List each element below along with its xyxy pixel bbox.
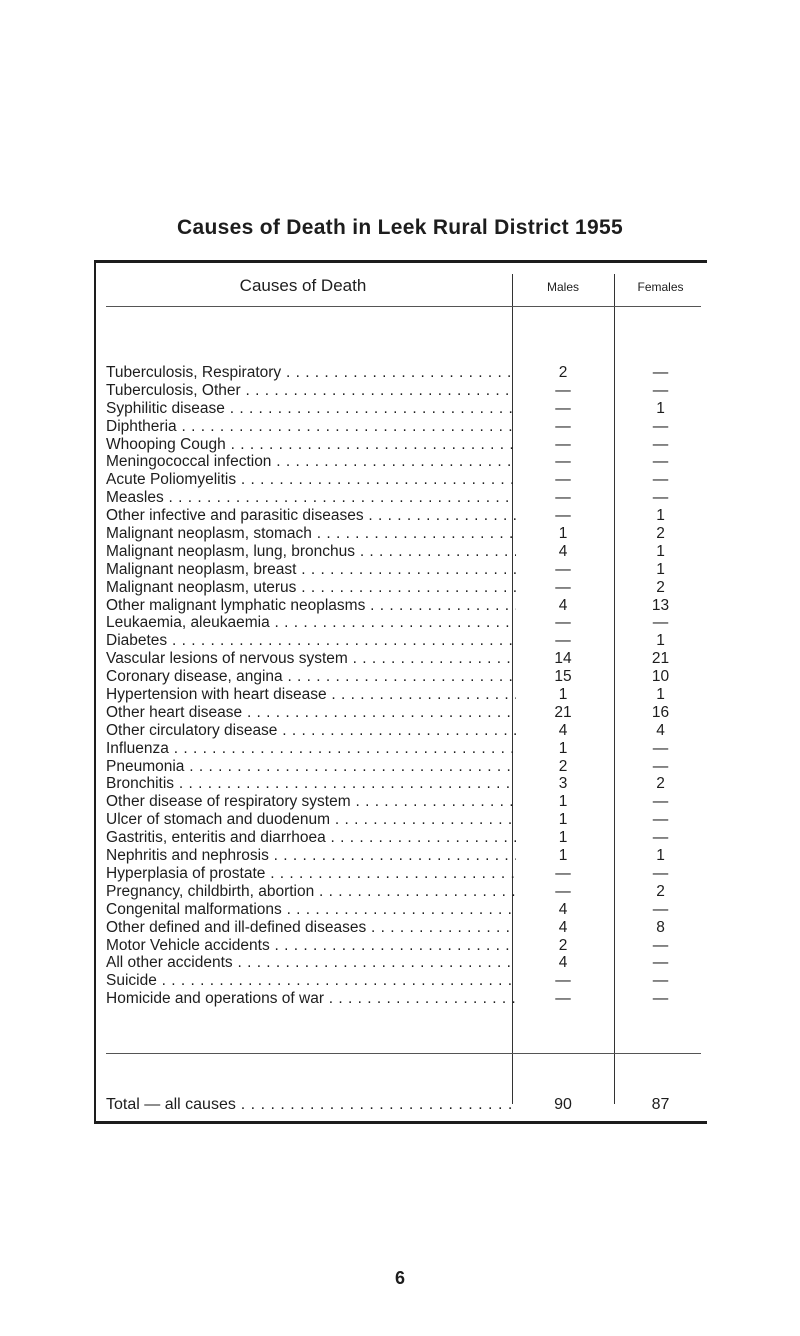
table-row xyxy=(94,597,707,615)
males-cell: — xyxy=(555,560,571,578)
males-cell: — xyxy=(555,471,571,489)
table-body xyxy=(94,364,707,1008)
males-cell: 1 xyxy=(558,686,568,704)
males-cell: — xyxy=(555,507,571,525)
females-cell: — xyxy=(652,793,669,811)
females-cell: 13 xyxy=(651,596,670,614)
females-cell: 1 xyxy=(656,560,665,578)
table-row xyxy=(94,382,707,400)
table-row xyxy=(94,793,707,811)
table-row xyxy=(94,740,707,758)
males-cell: 4 xyxy=(558,918,568,936)
males-cell: — xyxy=(555,381,571,399)
cause-cell: Meningococcal infection . . . xyxy=(106,453,516,471)
cause-cell: Influenza . . . xyxy=(106,740,516,758)
males-cell: — xyxy=(555,990,571,1008)
females-cell: — xyxy=(652,364,669,381)
table-row xyxy=(94,418,707,436)
females-cell: 21 xyxy=(651,650,670,668)
males-cell: 2 xyxy=(558,757,568,775)
males-cell: — xyxy=(555,972,571,990)
cause-cell: Pneumonia . . . xyxy=(106,758,516,776)
females-cell: — xyxy=(652,739,669,757)
table-row xyxy=(94,471,707,489)
males-cell: — xyxy=(555,399,571,417)
table-row xyxy=(94,364,707,382)
males-cell: — xyxy=(555,453,571,471)
table-row xyxy=(94,901,707,919)
table-row xyxy=(94,650,707,668)
females-cell: — xyxy=(652,489,669,507)
table-row xyxy=(94,811,707,829)
column-header-males: Males xyxy=(546,280,579,294)
males-cell: 1 xyxy=(558,793,568,811)
males-cell: 1 xyxy=(558,811,568,829)
total-males: 90 xyxy=(554,1096,572,1113)
cause-cell: Diphtheria . . . xyxy=(106,418,516,436)
males-cell: 1 xyxy=(558,829,568,847)
cause-cell: Acute Poliomyelitis . . . xyxy=(106,471,516,489)
females-cell: 1 xyxy=(656,632,665,650)
causes-of-death-table xyxy=(94,260,707,1124)
cause-cell: Suicide . . . xyxy=(106,972,516,990)
cause-cell: Other circulatory disease . . . xyxy=(106,722,516,740)
cause-cell: All other accidents . . . xyxy=(106,954,516,972)
table-row xyxy=(94,972,707,990)
cause-cell: Malignant neoplasm, uterus . . . xyxy=(106,579,516,597)
cause-cell: Congenital malformations . . . xyxy=(106,901,516,919)
males-cell: 4 xyxy=(558,542,568,560)
females-cell: 1 xyxy=(656,847,665,865)
males-cell: 14 xyxy=(554,650,572,668)
table-row xyxy=(94,489,707,507)
males-cell: — xyxy=(555,632,571,650)
males-cell: — xyxy=(555,882,571,900)
males-cell: — xyxy=(555,489,571,507)
table-row xyxy=(94,632,707,650)
females-cell: — xyxy=(652,936,669,954)
females-cell: 1 xyxy=(656,399,665,417)
table-row xyxy=(94,436,707,454)
females-cell: — xyxy=(652,954,669,972)
females-cell: 16 xyxy=(651,703,670,721)
cause-cell: Measles . . . xyxy=(106,489,516,507)
header-divider xyxy=(106,306,701,307)
table-row xyxy=(94,865,707,883)
females-cell: — xyxy=(652,453,669,471)
table-row xyxy=(94,704,707,722)
females-cell: — xyxy=(652,757,669,775)
table-row xyxy=(94,400,707,418)
table-row xyxy=(94,919,707,937)
males-cell: 15 xyxy=(554,668,572,686)
column-header-females: Females xyxy=(637,280,684,294)
females-cell: — xyxy=(652,381,669,399)
table-row xyxy=(94,775,707,793)
table-row xyxy=(94,937,707,955)
table-row xyxy=(94,954,707,972)
females-cell: 2 xyxy=(656,525,665,543)
males-cell: 1 xyxy=(558,847,568,865)
females-cell: — xyxy=(652,417,669,435)
table-row xyxy=(94,561,707,579)
table-top-rule xyxy=(94,260,707,263)
cause-cell: Diabetes . . . xyxy=(106,632,516,650)
cause-cell: Homicide and operations of war . . . xyxy=(106,990,516,1008)
table-row xyxy=(94,990,707,1008)
table-row xyxy=(94,614,707,632)
males-cell: 4 xyxy=(558,954,568,972)
cause-cell: Ulcer of stomach and duodenum . . . xyxy=(106,811,516,829)
females-cell: — xyxy=(652,829,669,847)
table-bottom-rule xyxy=(94,1121,707,1124)
table-row xyxy=(94,453,707,471)
females-cell: — xyxy=(652,990,669,1008)
cause-cell: Bronchitis . . . xyxy=(106,775,516,793)
males-cell: 4 xyxy=(558,900,568,918)
table-row xyxy=(94,829,707,847)
females-cell: — xyxy=(652,811,669,829)
cause-cell: Hypertension with heart disease . . . xyxy=(106,686,516,704)
cause-cell: Malignant neoplasm, breast . . . xyxy=(106,561,516,579)
females-cell: 1 xyxy=(656,507,665,525)
table-row xyxy=(94,543,707,561)
males-cell: 4 xyxy=(558,596,568,614)
table-row xyxy=(94,525,707,543)
page-title: Causes of Death in Leek Rural District 1955 xyxy=(177,216,623,239)
males-cell: — xyxy=(555,435,571,453)
cause-cell: Hyperplasia of prostate . . . xyxy=(106,865,516,883)
females-cell: — xyxy=(652,435,669,453)
table-row xyxy=(94,686,707,704)
males-cell: 2 xyxy=(558,936,568,954)
cause-cell: Tuberculosis, Respiratory . . . xyxy=(106,364,516,382)
males-cell: — xyxy=(555,417,571,435)
cause-cell: Gastritis, enteritis and diarrhoea . . . xyxy=(106,829,516,847)
cause-cell: Other disease of respiratory system . . . xyxy=(106,793,516,811)
cause-cell: Other infective and parasitic diseases . . . xyxy=(106,507,516,525)
cause-cell: Other defined and ill-defined diseases . . . xyxy=(106,919,516,937)
females-cell: — xyxy=(652,471,669,489)
total-label: Total — all causes . . . xyxy=(106,1096,516,1114)
cause-cell: Coronary disease, angina . . . xyxy=(106,668,516,686)
table-row xyxy=(94,847,707,865)
females-cell: 10 xyxy=(651,668,670,686)
males-cell: 1 xyxy=(558,739,568,757)
cause-cell: Whooping Cough . . . xyxy=(106,436,516,454)
cause-cell: Malignant neoplasm, stomach . . . xyxy=(106,525,516,543)
females-cell: 8 xyxy=(656,918,665,936)
total-females: 87 xyxy=(651,1096,670,1113)
males-cell: — xyxy=(555,578,571,596)
females-cell: 2 xyxy=(656,882,665,900)
cause-cell: Vascular lesions of nervous system . . . xyxy=(106,650,516,668)
females-cell: 1 xyxy=(656,542,665,560)
cause-cell: Other heart disease . . . xyxy=(106,704,516,722)
table-row xyxy=(94,883,707,901)
cause-cell: Tuberculosis, Other . . . xyxy=(106,382,516,400)
males-cell: — xyxy=(555,614,571,632)
females-cell: — xyxy=(652,864,669,882)
cause-cell: Malignant neoplasm, lung, bronchus . . . xyxy=(106,543,516,561)
males-cell: 3 xyxy=(558,775,568,793)
table-row xyxy=(94,507,707,525)
table-row xyxy=(94,758,707,776)
females-cell: — xyxy=(652,900,669,918)
females-cell: 4 xyxy=(656,721,665,739)
cause-cell: Leukaemia, aleukaemia . . . xyxy=(106,614,516,632)
total-row xyxy=(94,1096,707,1114)
cause-cell: Pregnancy, childbirth, abortion . . . xyxy=(106,883,516,901)
males-cell: 1 xyxy=(558,525,568,543)
page-number: 6 xyxy=(394,1268,405,1288)
males-cell: 21 xyxy=(554,703,572,721)
table-row xyxy=(94,722,707,740)
males-cell: 4 xyxy=(558,721,568,739)
females-cell: — xyxy=(652,972,669,990)
table-row xyxy=(94,668,707,686)
total-divider xyxy=(106,1053,701,1054)
females-cell: 1 xyxy=(656,686,665,704)
cause-cell: Other malignant lymphatic neoplasms . . . xyxy=(106,597,516,615)
column-header-causes: Causes of Death xyxy=(239,276,367,295)
table-row xyxy=(94,579,707,597)
females-cell: 2 xyxy=(656,775,665,793)
cause-cell: Motor Vehicle accidents . . . xyxy=(106,937,516,955)
females-cell: — xyxy=(652,614,669,632)
cause-cell: Nephritis and nephrosis . . . xyxy=(106,847,516,865)
males-cell: 2 xyxy=(558,364,568,381)
males-cell: — xyxy=(555,864,571,882)
cause-cell: Syphilitic disease . . . xyxy=(106,400,516,418)
females-cell: 2 xyxy=(656,578,665,596)
